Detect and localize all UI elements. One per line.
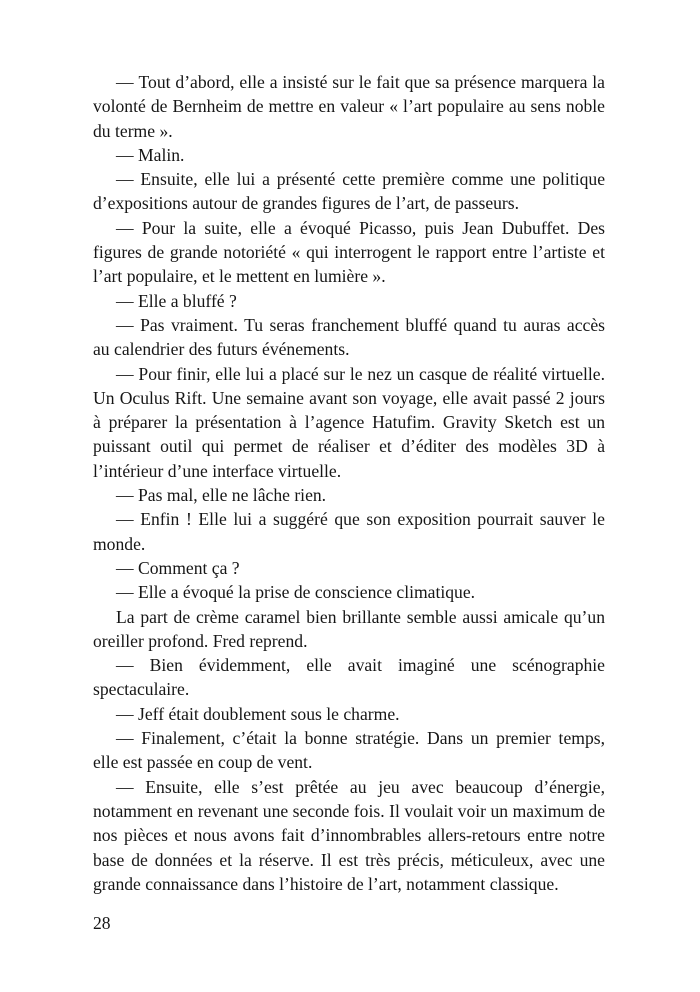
paragraph: — Ensuite, elle s’est prêtée au jeu avec beaucoup d’énergie, notamment en revenant une seconde fois. Il voulait voir un maximum de nos pièces et nous avons fait d’innombrables allers-retours entre notre base de données et la réserve. Il est très précis, méticuleux, avec une grande connaissance dans l’histoire de l’art, notamment classique. — [93, 776, 605, 894]
paragraph: — Elle a bluffé ? — [116, 290, 237, 311]
paragraph: — Finalement, c’était la bonne stratégie. Dans un premier temps, elle est passée en coup de vent. — [93, 728, 605, 773]
page-number: 28 — [93, 913, 111, 933]
paragraph: — Bien évidemment, elle avait imaginé une scénographie spectaculaire. — [93, 655, 605, 700]
paragraph: — Ensuite, elle lui a présenté cette première comme une politique d’expositions autour de grandes figures de l’art, de passeurs. — [93, 169, 605, 214]
paragraph: — Tout d’abord, elle a insisté sur le fait que sa présence marquera la volonté de Bernheim de mettre en valeur « l’art populaire au sens noble du terme ». — [93, 72, 605, 141]
paragraph: — Pour la suite, elle a évoqué Picasso, puis Jean Dubuffet. Des figures de grande notoriété « qui interrogent le rapport entre l’artiste et l’art populaire, et le mettent en lumière ». — [93, 217, 605, 287]
paragraph: — Jeff était doublement sous le charme. — [116, 703, 400, 724]
paragraph: — Comment ça ? — [116, 557, 240, 578]
paragraph: La part de crème caramel bien brillante semble aussi amicale qu’un oreiller profond. Fred reprend. — [93, 606, 605, 651]
paragraph: — Malin. — [116, 144, 185, 165]
paragraph: — Enfin ! Elle lui a suggéré que son exposition pourrait sauver le monde. — [93, 509, 605, 554]
page-text — [93, 70, 605, 896]
paragraph: — Elle a évoqué la prise de conscience climatique. — [116, 582, 476, 603]
paragraph: — Pas mal, elle ne lâche rien. — [116, 485, 327, 506]
paragraph: — Pour finir, elle lui a placé sur le nez un casque de réalité virtuelle. Un Oculus Rift. Une semaine avant son voyage, elle avait passé 2 jours à préparer la présentation à l’agence Hatufim. Gravity Sketch est un puissant outil qui permet de réaliser et d’éditer des modèles 3D à l’intérieur d’une interface virtuelle. — [93, 363, 605, 481]
paragraph: — Pas vraiment. Tu seras franchement bluffé quand tu auras accès au calendrier des futurs événements. — [93, 314, 605, 360]
